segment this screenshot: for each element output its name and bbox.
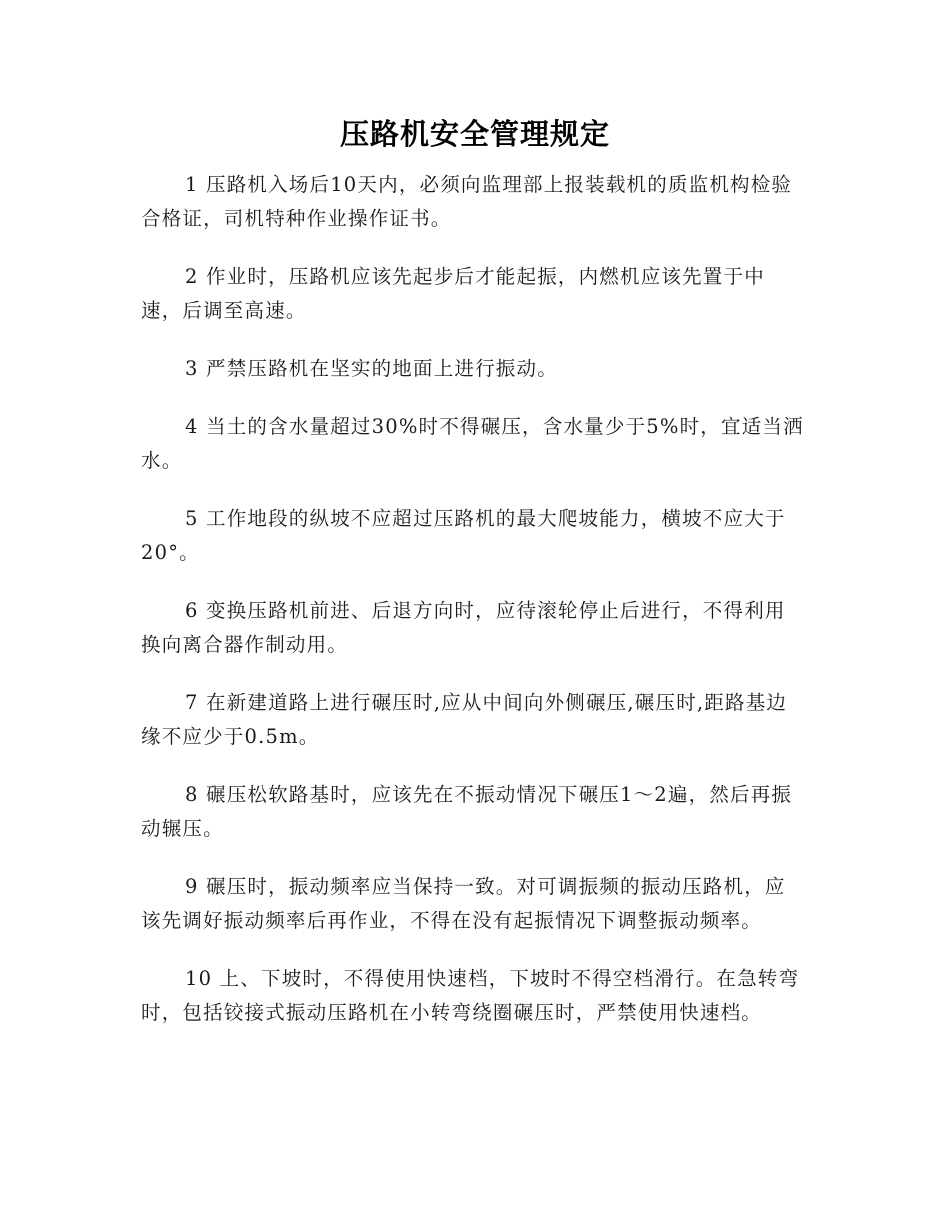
document-title: 压路机安全管理规定 xyxy=(339,117,610,151)
paragraph-4: 4 当土的含水量超过30%时不得碾压，含水量少于5%时，宜适当洒水。 xyxy=(141,415,804,472)
document-body xyxy=(141,168,806,1054)
paragraph-5: 5 工作地段的纵坡不应超过压路机的最大爬坡能力，横坡不应大于20°。 xyxy=(141,507,786,564)
paragraph-10: 10 上、下坡时，不得使用快速档，下坡时不得空档滑行。在急转弯时，包括铰接式振动压路机在小转弯绕圈碾压时，严禁使用快速档。 xyxy=(141,967,800,1024)
paragraph-3: 3 严禁压路机在坚实的地面上进行振动。 xyxy=(185,357,558,380)
paragraph-1: 1 压路机入场后10天内，必须向监理部上报装载机的质监机构检验合格证，司机特种作业操作证书。 xyxy=(141,173,793,230)
paragraph-6: 6 变换压路机前进、后退方向时，应待滚轮停止后进行，不得利用换向离合器作制动用。 xyxy=(141,599,786,656)
paragraph-8: 8 碾压松软路基时，应该先在不振动情况下碾压1～2遍，然后再振动辗压。 xyxy=(141,783,793,840)
paragraph-2: 2 作业时，压路机应该先起步后才能起振，内燃机应该先置于中速，后调至高速。 xyxy=(141,265,765,322)
paragraph-7: 7 在新建道路上进行碾压时,应从中间向外侧碾压,碾压时,距路基边缘不应少于0.5m。 xyxy=(141,691,788,748)
paragraph-9: 9 碾压时，振动频率应当保持一致。对可调振频的振动压路机，应该先调好振动频率后再作业，不得在没有起振情况下调整振动频率。 xyxy=(141,875,786,932)
